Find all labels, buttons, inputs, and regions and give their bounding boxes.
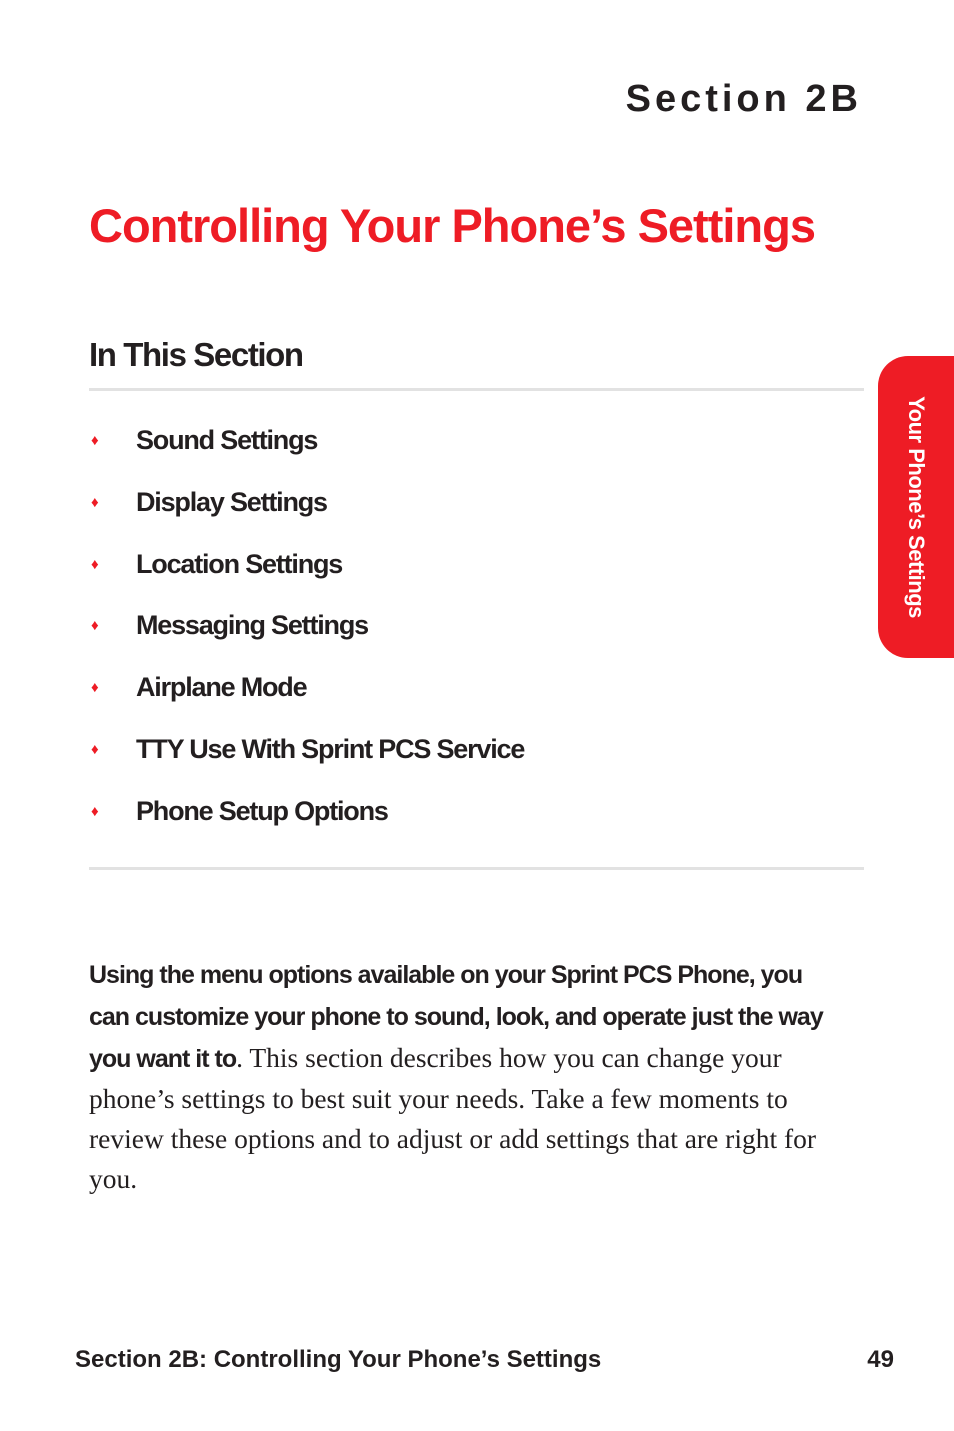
diamond-bullet-icon: ♦ (91, 555, 99, 573)
side-tab-label: Your Phone’s Settings (904, 396, 929, 618)
toc-item-label: Sound Settings (136, 425, 318, 455)
toc-item-tty-use[interactable] (89, 727, 849, 789)
side-tab[interactable] (878, 356, 954, 658)
page-number: 49 (867, 1346, 894, 1373)
bottom-rule (89, 867, 864, 870)
intro-lead: Using the menu options available on your Sprint PCS Phone, you can customize your phone to sound, look, and operate just the way you want it to (89, 961, 823, 1073)
in-this-section-heading: In This Section (89, 336, 303, 373)
top-rule (89, 388, 864, 391)
toc-item-sound-settings[interactable] (89, 418, 849, 480)
toc-item-label: Phone Setup Options (136, 795, 388, 826)
footer-title: Section 2B: Controlling Your Phone’s Settings (75, 1346, 602, 1373)
toc-item-label: Messaging Settings (136, 610, 368, 641)
toc-item-messaging-settings[interactable] (89, 603, 849, 665)
diamond-bullet-icon: ♦ (91, 432, 99, 449)
toc-item-airplane-mode[interactable] (89, 665, 849, 727)
toc-item-display-settings[interactable] (89, 480, 849, 542)
diamond-bullet-icon: ♦ (91, 493, 99, 511)
diamond-bullet-icon: ♦ (91, 617, 99, 635)
toc-item-label: TTY Use With Sprint PCS Service (136, 733, 525, 764)
diamond-bullet-icon: ♦ (91, 740, 99, 758)
toc-item-location-settings[interactable] (89, 542, 849, 604)
toc-item-label: Airplane Mode (136, 672, 307, 703)
toc-item-label: Location Settings (136, 548, 343, 579)
diamond-bullet-icon: ♦ (91, 802, 99, 820)
chapter-title: Controlling Your Phone’s Settings (89, 199, 815, 252)
diamond-bullet-icon: ♦ (91, 679, 99, 697)
section-label: Section 2B (625, 78, 862, 120)
toc-item-phone-setup-options[interactable] (89, 789, 849, 851)
toc-list (89, 418, 849, 851)
intro-paragraph (89, 954, 839, 1199)
intro-body: . This section describes how you can change your phone’s settings to best suit your needs. Take a few moments to review these options and to adjust or add settings that are right for you. (89, 1041, 817, 1194)
toc-item-label: Display Settings (136, 486, 327, 517)
